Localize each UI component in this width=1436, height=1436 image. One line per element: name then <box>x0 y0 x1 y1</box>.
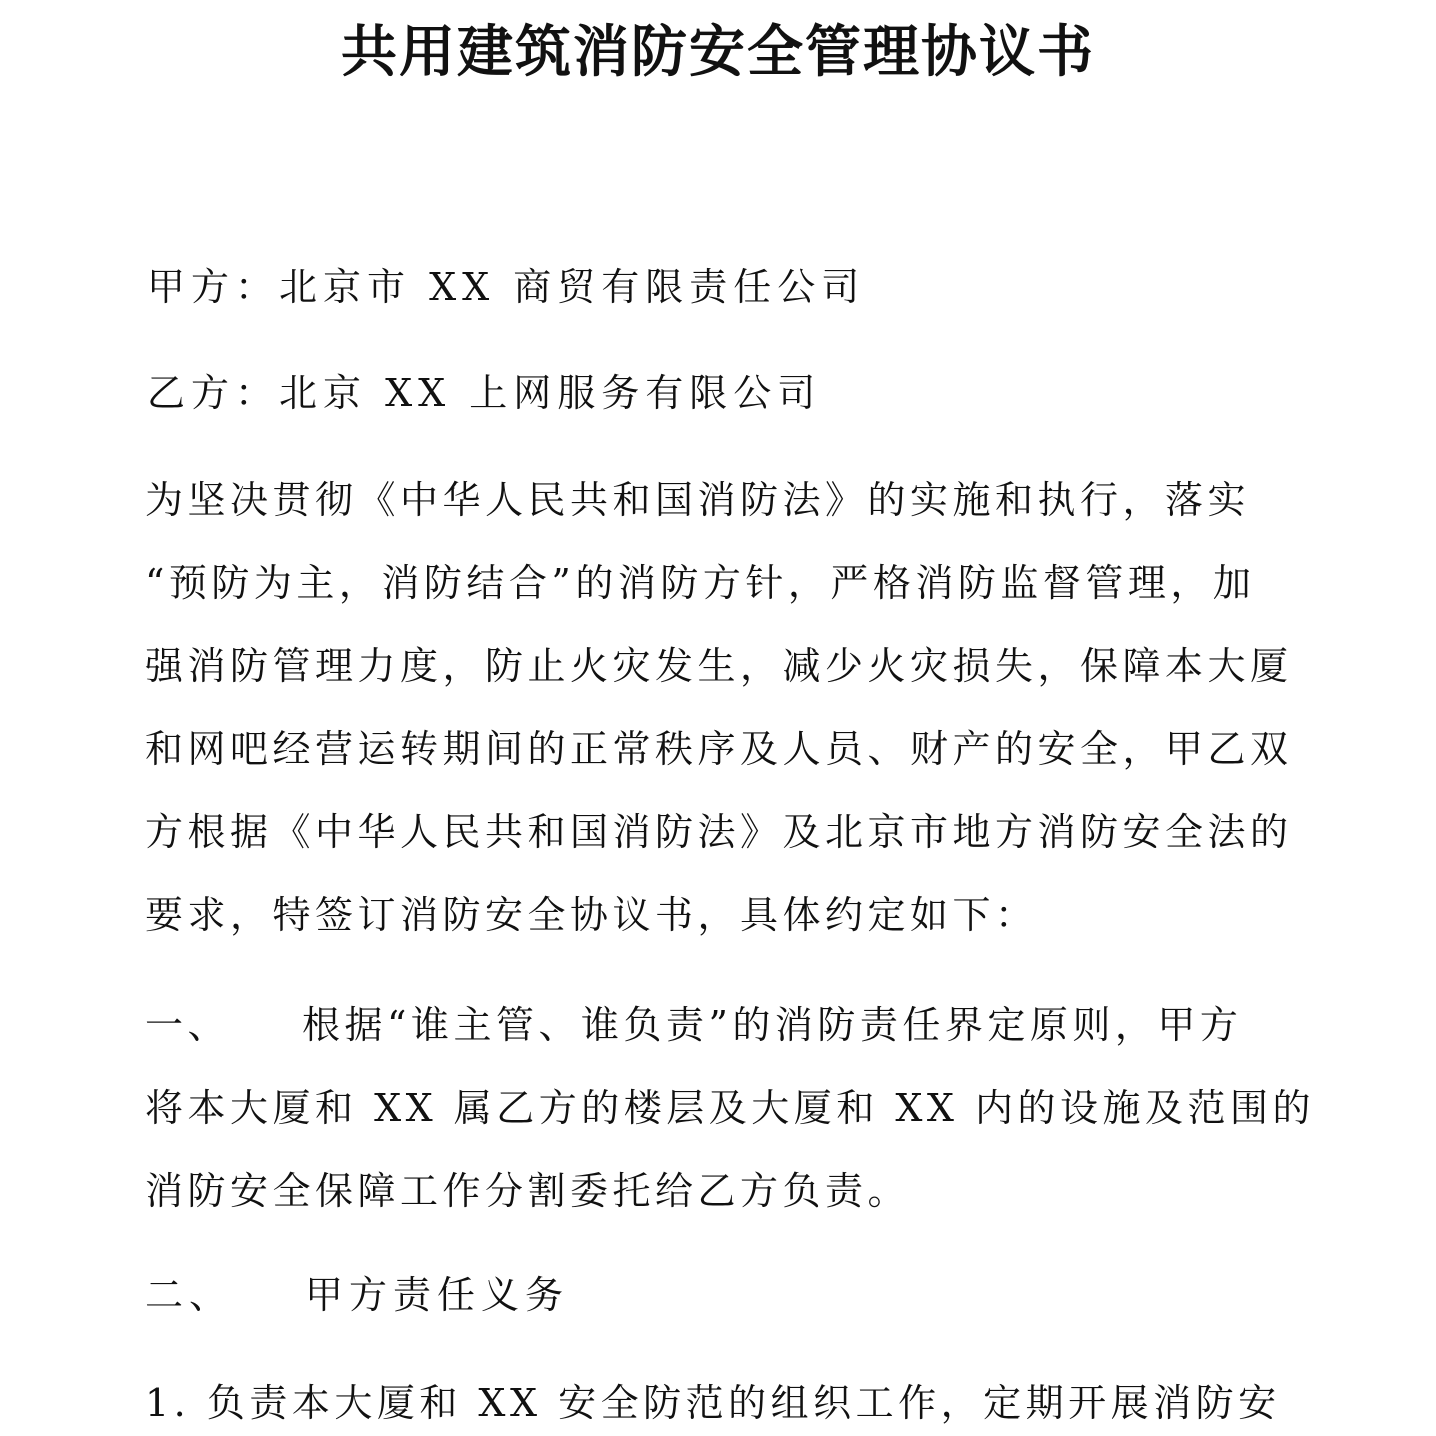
item-1-line: 1. 负责本大厦和 XX 安全防范的组织工作，定期开展消防安 <box>145 1381 1281 1425</box>
clause-2-heading <box>145 1270 569 1320</box>
party-b-line: 乙方：北京 XX 上网服务有限公司 <box>147 371 822 415</box>
intro-line: 为坚决贯彻《中华人民共和国消防法》的实施和执行，落实 <box>145 478 1251 522</box>
clause-1-line-text: 根据“谁主管、谁负责”的消防责任界定原则，甲方 <box>302 1003 1243 1047</box>
clause-1-line: 将本大厦和 XX 属乙方的楼层及大厦和 XX 内的设施及范围的 <box>145 1086 1316 1130</box>
intro-line: 和网吧经营运转期间的正常秩序及人员、财产的安全，甲乙双 <box>145 727 1293 771</box>
party-a-line: 甲方：北京市 XX 商贸有限责任公司 <box>147 265 866 309</box>
clause-2-number: 二、 <box>145 1273 234 1317</box>
clause-1-first-line <box>145 984 1295 1067</box>
intro-paragraph <box>145 459 1295 957</box>
intro-line: 方根据《中华人民共和国消防法》及北京市地方消防安全法的 <box>145 810 1293 854</box>
clause-1-line: 消防安全保障工作分割委托给乙方负责。 <box>145 1169 911 1213</box>
clause-1-number: 一、 <box>145 1003 231 1047</box>
clause-2-heading-text: 甲方责任义务 <box>305 1273 570 1317</box>
intro-line: 要求，特签订消防安全协议书，具体约定如下： <box>145 893 1038 937</box>
document-title: 共用建筑消防安全管理协议书 <box>341 19 1095 85</box>
intro-line: “预防为主，消防结合”的消防方针，严格消防监督管理，加 <box>145 561 1256 605</box>
intro-line: 强消防管理力度，防止火灾发生，减少火灾损失，保障本大厦 <box>145 644 1293 688</box>
clause-1-paragraph <box>145 984 1316 1233</box>
